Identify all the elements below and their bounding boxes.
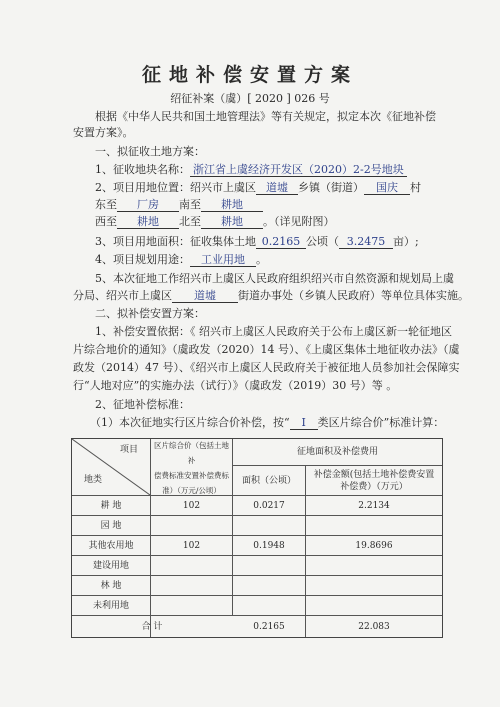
item-5-prefix: 分局、绍兴市上虞区 bbox=[73, 289, 172, 302]
row-3-amount: 19.8696 bbox=[355, 540, 393, 551]
document-reference-number: 绍征补案（虞）[ 2020 ] 026 号 bbox=[170, 92, 330, 105]
item-5-line-2 bbox=[73, 289, 469, 303]
item-3-mid: 公顷（ bbox=[306, 235, 339, 248]
row-3-price: 102 bbox=[182, 540, 201, 551]
item-2-suffix: 村 bbox=[410, 181, 421, 194]
item-2-district: 道墟 bbox=[256, 182, 298, 195]
item-2-location bbox=[95, 181, 421, 195]
header-price-line-1: 区片综合价（包括土地补 bbox=[154, 441, 229, 465]
standard-heading: 2、征地补偿标准： bbox=[95, 398, 190, 411]
item-2-village: 国庆 bbox=[364, 182, 410, 195]
boundary-west-north bbox=[95, 215, 335, 229]
item-1-land-name bbox=[95, 163, 407, 177]
item-1-label: 1、征收地块名称： bbox=[95, 163, 190, 176]
corner-item-label: 项目 bbox=[119, 445, 138, 455]
total-amount: 22.083 bbox=[358, 621, 390, 632]
east-label: 东至 bbox=[95, 198, 117, 211]
east-value: 厂房 bbox=[117, 199, 179, 212]
item-2-mid: 乡镇（街道） bbox=[298, 181, 364, 194]
intro-line-1: 根据《中华人民共和国土地管理法》等有关规定，拟定本次《征地补偿 bbox=[95, 110, 436, 123]
header-price bbox=[151, 441, 232, 495]
map-note: 。（详见附图） bbox=[263, 215, 335, 228]
item-5-district: 道墟 bbox=[172, 290, 238, 303]
document-title: 征地补偿安置方案 bbox=[141, 64, 358, 86]
boundary-east-south bbox=[95, 198, 263, 212]
item-4-use bbox=[95, 253, 267, 267]
west-label: 西至 bbox=[95, 215, 117, 228]
item-2-label: 2、项目用地位置：绍兴市上虞区 bbox=[95, 181, 256, 194]
item-4-label: 4、项目规划用途： bbox=[95, 253, 190, 266]
header-amount-line-1: 补偿金额(包括土地补偿费安置 bbox=[313, 469, 435, 480]
standard-line bbox=[90, 416, 444, 430]
row-1-land: 耕 地 bbox=[100, 500, 122, 511]
item-4-value: 工业用地 bbox=[190, 254, 256, 267]
standard-prefix: （1）本次征地实行区片综合价补偿，按“ bbox=[90, 416, 290, 429]
standard-suffix: 类区片综合价”标准计算： bbox=[317, 416, 445, 429]
total-area: 0.2165 bbox=[253, 621, 285, 632]
south-value: 耕地 bbox=[201, 199, 263, 212]
header-area: 面积（公顷） bbox=[241, 475, 296, 486]
basis-line-4: 行“人地对应”的实施办法（试行）》（虞政发（2019）30 号）等 。 bbox=[73, 379, 398, 392]
header-amount-line-2: 补偿费）（万元） bbox=[340, 481, 408, 492]
item-5-suffix: 街道办事处（乡镇人民政府）等单位具体实施。 bbox=[238, 289, 469, 302]
row-1-price: 102 bbox=[182, 500, 201, 511]
item-1-value: 浙江省上虞经济开发区（2020）2-2号地块 bbox=[190, 164, 407, 177]
header-price-line-3: 准）（万元/公顷） bbox=[162, 486, 221, 495]
section-1-heading: 一、拟征收土地方案： bbox=[95, 145, 205, 158]
basis-line-2: 片综合地价的通知》（虞政发（2020）14 号）、《上虞区集体土地征收办法》（虞 bbox=[73, 343, 460, 356]
row-4-land: 建设用地 bbox=[92, 560, 129, 571]
standard-class: Ⅰ bbox=[290, 417, 318, 430]
basis-line-1: 1、补偿安置依据：《 绍兴市上虞区人民政府关于公布上虞区新一轮征地区 bbox=[95, 325, 452, 338]
basis-line-3: 政发（2014）47 号）、《绍兴市上虞区人民政府关于被征地人员参加社会保障实 bbox=[73, 361, 460, 374]
intro-line-2: 安置方案》。 bbox=[73, 126, 134, 139]
corner-land-label: 地类 bbox=[83, 475, 102, 485]
item-4-suffix: 。 bbox=[256, 253, 267, 266]
row-2-land: 园 地 bbox=[100, 520, 122, 531]
item-3-suffix: 亩）; bbox=[393, 235, 419, 248]
compensation-table bbox=[71, 438, 443, 638]
section-2-heading: 二、拟补偿安置方案： bbox=[95, 307, 205, 320]
south-label: 南至 bbox=[179, 198, 201, 211]
item-5-line-1: 5、本次征地工作绍兴市上虞区人民政府组织绍兴市自然资源和规划局上虞 bbox=[95, 272, 454, 285]
row-5-land: 林 地 bbox=[100, 580, 122, 591]
row-6-land: 未利用地 bbox=[92, 600, 129, 611]
north-label: 北至 bbox=[179, 215, 201, 228]
row-3-area: 0.1948 bbox=[253, 540, 285, 551]
west-value: 耕地 bbox=[117, 216, 179, 229]
header-price-line-2: 偿费标准安置补偿费标 bbox=[154, 471, 229, 480]
item-3-hectares: 0.2165 bbox=[256, 236, 306, 249]
row-1-amount: 2.2134 bbox=[358, 500, 390, 511]
north-value: 耕地 bbox=[201, 216, 263, 229]
row-1-area: 0.0217 bbox=[253, 500, 285, 511]
item-3-label: 3、项目用地面积：征收集体土地 bbox=[95, 235, 256, 248]
item-3-mu: 3.2475 bbox=[339, 236, 393, 249]
header-amount bbox=[306, 466, 442, 495]
row-3-land: 其他农用地 bbox=[88, 540, 134, 551]
header-group: 征地面积及补偿费用 bbox=[296, 447, 378, 457]
item-3-area bbox=[95, 235, 419, 249]
total-label: 合 计 bbox=[141, 621, 163, 632]
